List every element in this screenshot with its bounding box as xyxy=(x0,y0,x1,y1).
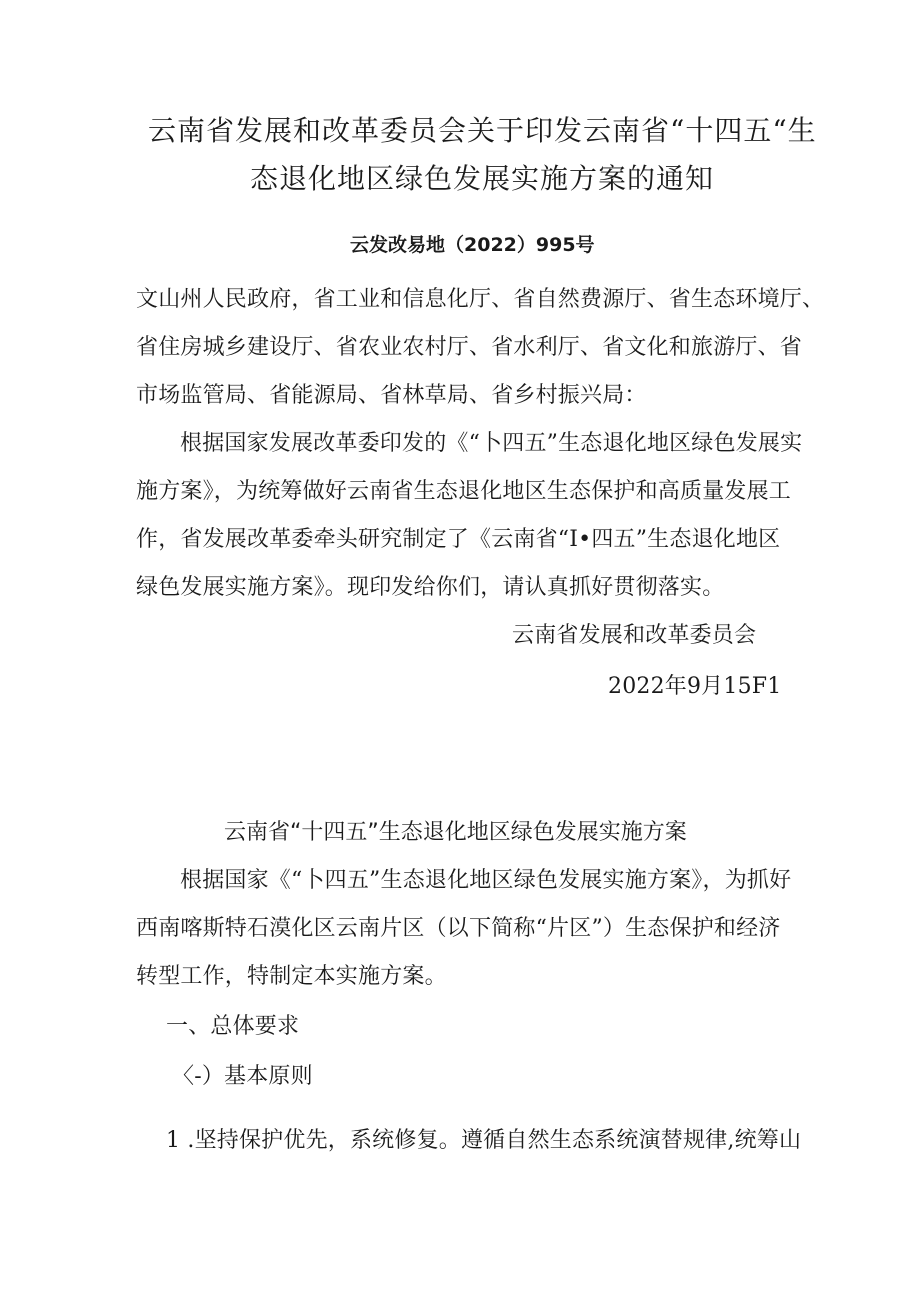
document-number: 云发改易地（2022）995号 xyxy=(350,234,595,256)
subsection-heading-1: 〈-）基本原则 xyxy=(172,1064,313,1089)
plan-intro-line-1: 根据国家《“卜四五”生态退化地区绿色发展实施方案》，为抓好 xyxy=(180,868,792,893)
section-heading-1: 一、总体要求 xyxy=(166,1014,300,1039)
notice-body-line-1: 根据国家发展改革委印发的《“卜四五”生态退化地区绿色发展实 xyxy=(180,431,803,456)
recipients-line-1: 文山州人民政府，省工业和信息化厅、省自然费源厅、省生态环境厅、 xyxy=(136,287,825,312)
plan-intro-line-3: 转型工作，特制定本实施方案。 xyxy=(136,964,447,989)
plan-intro-line-2: 西南喀斯特石漠化区云南片区（以下简称“片区”）生态保护和经济 xyxy=(136,916,781,941)
issuer-signature: 云南省发展和改革委员会 xyxy=(512,623,757,648)
recipients-line-3: 市场监管局、省能源局、省林草局、省乡村振兴局： xyxy=(136,383,647,408)
notice-title-line-1: 云南省发展和改革委员会关于印发云南省“十四五“生 xyxy=(148,114,817,147)
principle-item-1: 1 .坚持保护优先，系统修复。遵循自然生态系统演替规律,统筹山 xyxy=(166,1128,802,1153)
notice-title-line-2: 态退化地区绿色发展实施方案的通知 xyxy=(250,162,715,195)
recipients-line-2: 省住房城乡建设厅、省农业农村厅、省水利厅、省文化和旅游厅、省 xyxy=(136,335,803,360)
notice-body-line-2: 施方案》，为统筹做好云南省生态退化地区生态保护和高质量发展工 xyxy=(136,479,792,504)
plan-title: 云南省“十四五”生态退化地区绿色发展实施方案 xyxy=(224,820,687,845)
issue-date: 2022年9月15F1 xyxy=(608,674,782,699)
notice-body-line-3: 作，省发展改革委牵头研究制定了《云南省“I•四五”生态退化地区 xyxy=(136,527,781,552)
notice-body-line-4: 绿色发展实施方案》。现印发给你们，请认真抓好贯彻落实。 xyxy=(136,575,725,600)
